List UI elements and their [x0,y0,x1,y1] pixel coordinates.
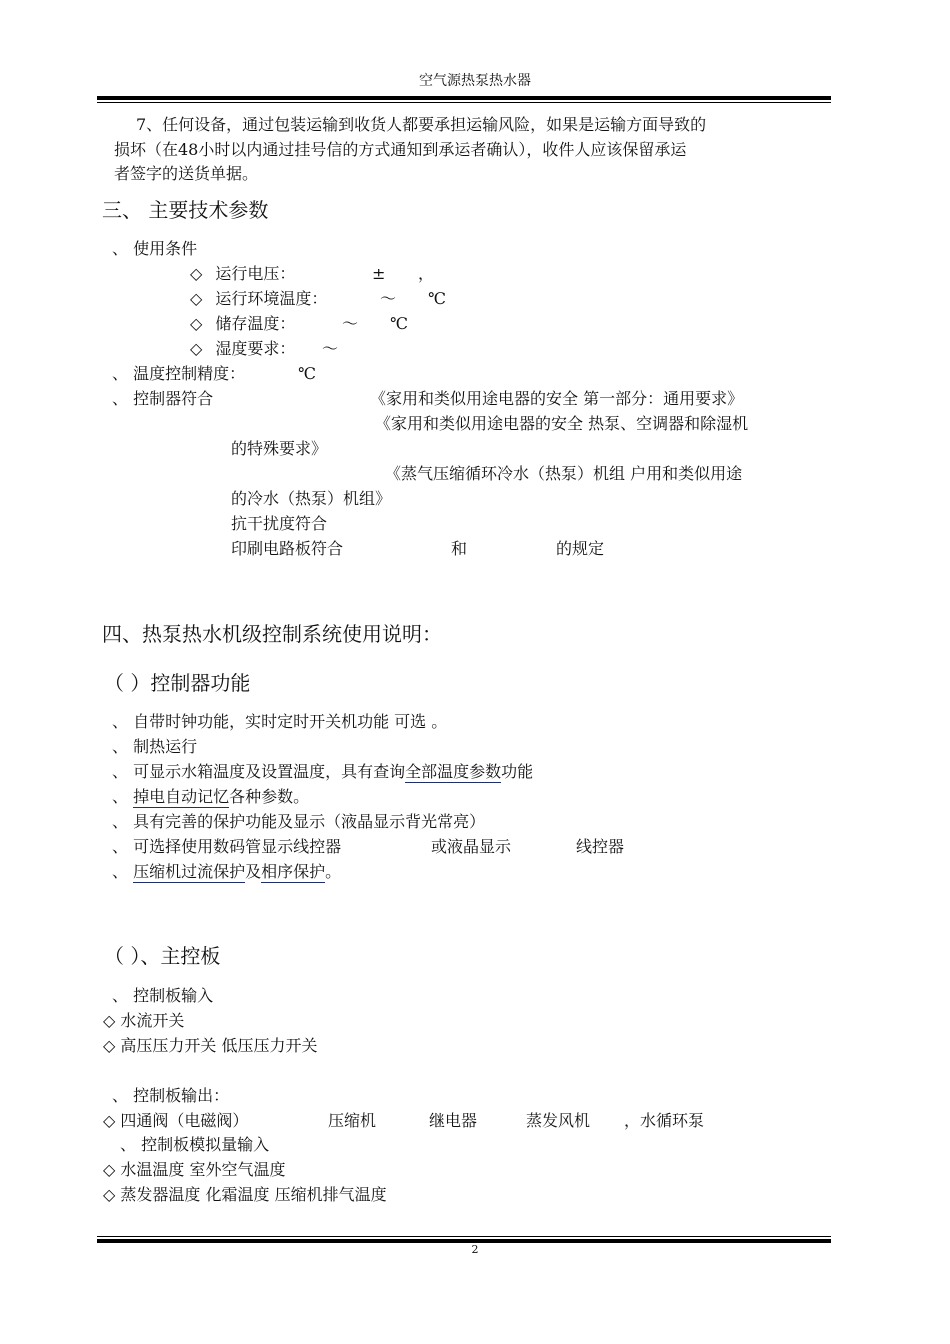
board-output-item: 蒸发风机 [526,1111,591,1130]
page-number: 2 [471,1243,479,1256]
condition-value: ～ [322,339,339,358]
feature-text: 、 [112,787,134,806]
feature-item [112,787,309,807]
page-header-title: 空气源热泵热水器 [419,73,531,89]
diamond-bullet-icon: ◇ [190,339,203,358]
board-output-item: 压缩机 [328,1111,377,1130]
board-analog-item: ◇ 水温温度 室外空气温度 [103,1160,286,1179]
pcb-conform-c: 的规定 [556,539,605,558]
condition-label: 运行电压： [215,264,296,283]
controller-conform-label: 、 控制器符合 [112,389,214,408]
footer-rule-thin [97,1236,831,1237]
temp-precision-unit: ℃ [298,364,316,383]
intro-line-2: 损坏（在48小时以内通过挂号信的方式通知到承运者确认），收件人应该保留承运 [114,140,687,159]
pcb-conform-b: 和 [451,539,468,558]
feature-item-part: 或液晶显示 [431,837,512,856]
section-3-heading: 三、 主要技术参数 [102,198,269,222]
standard-3-line-2: 的冷水（热泵）机组》 [231,489,392,508]
board-output-title: 、 控制板输出： [112,1086,230,1105]
board-input-item: ◇ 高压压力开关 低压压力开关 [103,1036,318,1055]
condition-voltage [190,264,295,284]
board-output-item: 继电器 [429,1111,478,1130]
standard-2-line-2: 的特殊要求》 [231,439,328,458]
diamond-bullet-icon: ◇ [190,289,203,308]
condition-humidity [190,339,295,359]
pcb-conform-a: 印刷电路板符合 [231,539,344,558]
feature-item: 、 制热运行 [112,737,198,756]
standard-3-line-1: 《蒸气压缩循环冷水（热泵）机组 户用和类似用途 [385,464,743,483]
board-output-item: ◇ 四通阀（电磁阀） [103,1111,249,1130]
feature-text: 各种参数。 [229,787,310,806]
emc-conform: 抗干扰度符合 [231,514,328,533]
feature-item: 、 自带时钟功能，实时定时开关机功能 可选 。 [112,712,448,731]
underlined-term: 掉电自动记忆 [133,787,230,806]
condition-ambient-temp [190,289,327,309]
feature-item-part: 线控器 [576,837,625,856]
condition-label: 运行环境温度： [215,289,328,308]
condition-storage-temp [190,314,295,334]
board-analog-item: ◇ 蒸发器温度 化霜温度 压缩机排气温度 [103,1185,387,1204]
feature-item [112,762,533,782]
underlined-term: 全部温度参数 [405,762,502,781]
feature-item: 、 具有完善的保护功能及显示（液晶显示背光常亮） [112,812,486,831]
use-conditions-title: 、 使用条件 [112,239,198,258]
condition-unit: ℃ [428,289,446,308]
feature-text: 功能 [501,762,534,781]
board-input-item: ◇ 水流开关 [103,1011,185,1030]
condition-label: 储存温度： [215,314,296,333]
standard-2-line-1: 《家用和类似用途电器的安全 热泵、空调器和除湿机 [375,414,749,433]
underlined-term: 压缩机过流保护 [133,862,246,881]
header-rule-thin [97,102,831,103]
diamond-bullet-icon: ◇ [190,314,203,333]
board-output-item: ，水循环泵 [624,1111,705,1130]
intro-line-1: 7、任何设备，通过包装运输到收货人都要承担运输风险，如果是运输方面导致的 [136,115,707,134]
feature-item: 、 可选择使用数码管显示线控器 [112,837,342,856]
feature-text: 、 [112,862,134,881]
header-rule-thick [97,96,831,100]
condition-unit: ℃ [390,314,408,333]
condition-value: ± [372,264,386,283]
condition-value: ～ [342,314,359,333]
intro-line-3: 者签字的送货单据。 [114,164,259,183]
condition-value: ～ [380,289,397,308]
temp-precision-label: 、 温度控制精度： [112,364,246,383]
diamond-bullet-icon: ◇ [190,264,203,283]
main-board-heading: （ ）、主控板 [104,944,221,968]
condition-value: ， [418,264,435,283]
board-analog-title: 、 控制板模拟量输入 [120,1135,270,1154]
feature-item [112,862,341,882]
feature-text: 。 [325,862,342,881]
controller-function-heading: （ ）控制器功能 [104,671,251,695]
section-4-heading: 四、热泵热水机级控制系统使用说明： [102,622,442,646]
feature-text: 、 可显示水箱温度及设置温度，具有查询 [112,762,406,781]
condition-label: 湿度要求： [215,339,296,358]
feature-text: 及 [245,862,262,881]
board-input-title: 、 控制板输入 [112,986,214,1005]
underlined-term: 相序保护 [261,862,326,881]
standard-1: 《家用和类似用途电器的安全 第一部分：通用要求》 [370,389,744,408]
